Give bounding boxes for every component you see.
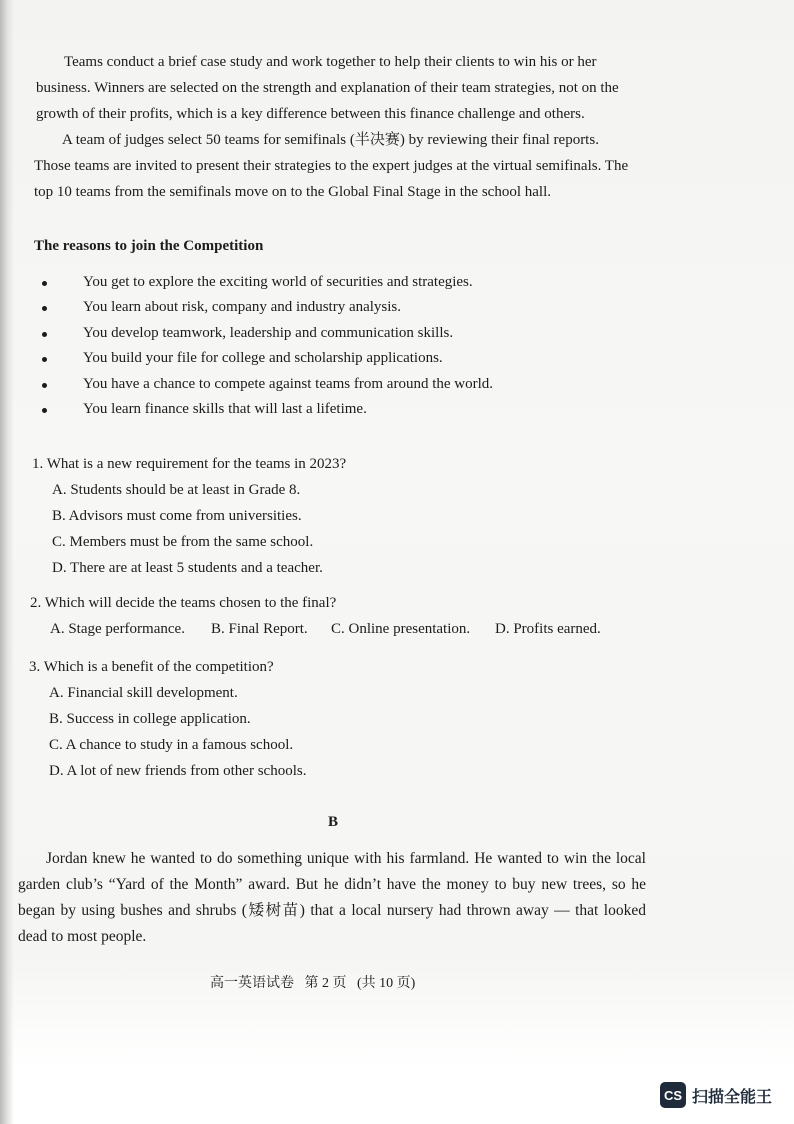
option-d: D. There are at least 5 students and a teacher. [52,560,323,576]
bullet-dot-icon [42,357,47,362]
reason-text: You learn about risk, company and industry analysis. [83,299,402,316]
bullet-dot-icon [42,332,47,337]
bullet-dot-icon [42,408,47,413]
question-stem: 3. Which is a benefit of the competition? [29,659,274,675]
question-stem: 1. What is a new requirement for the teams in 2023? [32,456,347,472]
reason-text: You have a chance to compete against teams from around the world. [83,375,494,392]
option-d: D. Profits earned. [495,621,601,637]
bullet-dot-icon [42,281,47,286]
scanner-watermark [660,1082,772,1108]
option-c: C. Members must be from the same school. [52,534,314,550]
reasons-list [38,270,493,422]
option-a: A. Stage performance. [50,621,185,637]
option-b: B. Final Report. [211,621,308,637]
intro-paragraph-2: A team of judges select 50 teams for semifinals (半决赛) by reviewing their final reports. Those teams are invited to present their strategies to the expert judges at the virtual semifinals. The top 10 teams from the semifinals move on to the Global Final Stage in the school hall. [34,132,629,200]
question-stem: 2. Which will decide the teams chosen to the final? [30,595,337,611]
option-c: C. A chance to study in a famous school. [49,737,294,753]
question-2 [30,590,601,642]
reason-item [38,270,493,295]
reason-text: You learn finance skills that will last a lifetime. [83,400,367,417]
reason-text: You get to explore the exciting world of securities and strategies. [83,274,473,290]
reason-item [38,295,493,320]
reasons-heading: The reasons to join the Competition [34,238,264,254]
reason-item [38,321,493,346]
page-footer: 高一英语试卷 第 2 页 (共 10 页) [210,976,416,991]
reason-text: You build your file for college and scholarship applications. [83,350,443,367]
bullet-dot-icon [42,306,47,311]
reason-item [38,346,493,371]
camscanner-logo-icon: CS [660,1082,686,1108]
scan-edge-shadow [0,0,14,1124]
option-b: B. Success in college application. [49,711,251,727]
intro-paragraph-1: Teams conduct a brief case study and work together to help their clients to win his or her business. Winners are selected on the strength and explanation of their team strategies, not on the growth of their profits, which is a key difference between this finance challenge and others. [36,54,619,122]
option-c: C. Online presentation. [331,621,471,637]
reason-item [38,372,493,397]
question-1 [32,451,346,581]
bullet-dot-icon [42,383,47,388]
options-row [30,616,601,642]
option-a: A. Students should be at least in Grade 8. [52,482,301,498]
option-a: A. Financial skill development. [49,685,238,701]
reason-item [38,397,493,422]
option-b: B. Advisors must come from universities. [52,508,302,524]
scanner-app-name: 扫描全能王 [692,1086,773,1106]
section-b-heading: B [328,814,339,830]
section-b-passage: Jordan knew he wanted to do something unique with his farmland. He wanted to win the local garden club’s “Yard of the Month” award. But he didn’t have the money to buy new trees, so he began by using bushes and shrubs (矮树苗) that a local nursery had thrown away — that looked dead to most people. [18,850,646,945]
option-d: D. A lot of new friends from other schools. [49,763,307,779]
reason-text: You develop teamwork, leadership and communication skills. [83,324,454,341]
question-3 [29,654,306,784]
